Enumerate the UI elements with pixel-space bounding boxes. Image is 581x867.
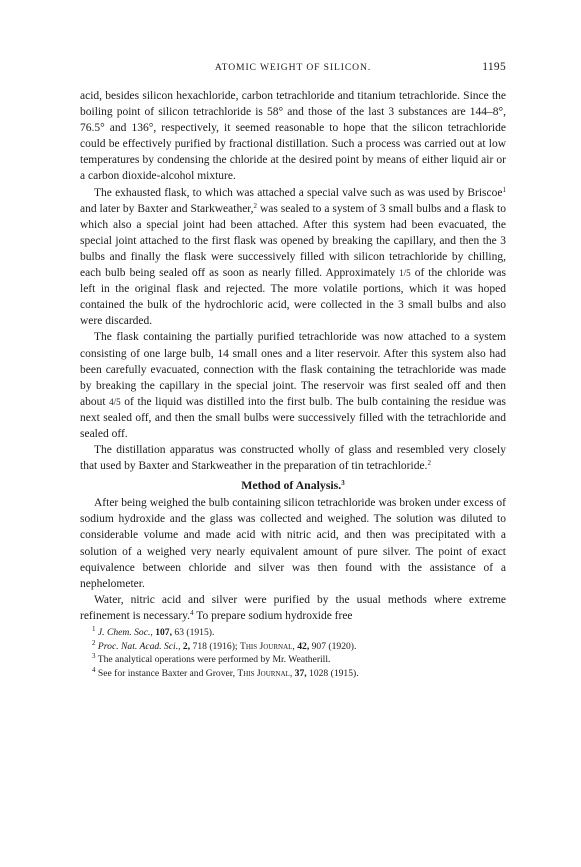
paragraph-2-text-d: of the chloride was left in the original flask and rejected. The more volatile portions, which it was hoped contained the bulk of the hydrochloric acid, were collected in the 3 small bulbs and also were discarded. bbox=[80, 267, 506, 328]
paragraph-4 bbox=[80, 442, 506, 474]
paragraph-6-text-b: To prepare sodium hydroxide free bbox=[193, 609, 353, 622]
footnote-2 bbox=[80, 640, 506, 654]
journal-name: Proc. Nat. Acad. Sci., bbox=[97, 640, 181, 652]
footnote-mark: 3 bbox=[92, 652, 96, 661]
section-title: Method of Analysis. bbox=[241, 478, 342, 493]
footnote-mark: 4 bbox=[92, 665, 96, 674]
footnote-ref: 1 bbox=[502, 185, 506, 194]
footnote-3 bbox=[80, 653, 506, 667]
fraction: 1/5 bbox=[399, 268, 411, 279]
paragraph-3-text-b: of the liquid was distilled into the first bulb. The bulb containing the residue was next sealed off, and then the small bulbs were successively filled with the tetrachloride and sealed off. bbox=[80, 395, 506, 440]
paragraph-2-text-c: was sealed to a system of 3 small bulbs and a flask to which also a special joint had been attached. After this system had been evacuated, the special joint attached to the first flask was opened by breaking the capillary, and then the 3 bulbs and finally the flask were successively filled with silicon tetrachloride by chilling, each bulb being sealed off as soon as nearly filled. Approximately bbox=[80, 202, 506, 280]
running-title: ATOMIC WEIGHT OF SILICON. bbox=[214, 62, 372, 73]
journal-name: This Journal, bbox=[237, 667, 293, 679]
footnote-4 bbox=[80, 667, 506, 681]
volume: 42, bbox=[297, 640, 310, 652]
section-heading bbox=[80, 477, 506, 493]
footnote-ref: 4 bbox=[190, 608, 194, 617]
document-page bbox=[80, 62, 506, 680]
page-number: 1195 bbox=[482, 61, 506, 73]
citation-rest: 907 (1920). bbox=[309, 640, 357, 652]
paragraph-6-text-a: Water, nitric acid and silver were purified by the usual methods where extreme refinement is necessary. bbox=[80, 593, 506, 622]
footnote-text: The analytical operations were performed by Mr. Weatherill. bbox=[97, 654, 331, 666]
citation-rest: 718 (1916); bbox=[190, 640, 240, 652]
volume: 107, bbox=[155, 627, 172, 638]
fraction: 4/5 bbox=[109, 396, 121, 407]
volume: 37, bbox=[294, 667, 307, 679]
footnote-text: See for instance Baxter and Grover, bbox=[97, 667, 238, 679]
paragraph-6 bbox=[80, 592, 506, 624]
footnote-ref: 3 bbox=[341, 479, 345, 488]
paragraph-3-text-a: The flask containing the partially purified tetrachloride was now attached to a system consisting of one large bulb, 14 small ones and a liter reservoir. After this system also had been carefully evacuated, connection with the flask containing the tetrachloride was made by breaking the capillary in the special joint. The reservoir was first sealed off and then about bbox=[80, 331, 506, 408]
paragraph-3 bbox=[80, 329, 506, 442]
footnote-mark: 1 bbox=[92, 625, 96, 633]
footnote-ref: 2 bbox=[253, 201, 258, 210]
journal-name: This Journal, bbox=[239, 640, 295, 652]
citation-rest: 1028 (1915). bbox=[306, 667, 359, 679]
paragraph-4-text: The distillation apparatus was constructed wholly of glass and resembled very closely that used by Baxter and Starkweather in the preparation of tin tetrachloride. bbox=[80, 444, 506, 473]
citation-rest: 63 (1915). bbox=[172, 627, 215, 638]
body-text bbox=[80, 88, 506, 624]
volume: 2, bbox=[182, 640, 191, 652]
paragraph-1: acid, besides silicon hexachloride, carbon tetrachloride and titanium tetrachloride. Since the boiling point of silicon tetrachloride is 58° and those of the last 3 substances are 144–8°, 76.5° and 136°, respectively, it seemed reasonable to hope that the silicon tetrachloride could be effectively purified by fractional distillation. Such a process was carried out at low temperatures by condensing the chloride at the desired point by means of either liquid air or a carbon dioxide-alcohol mixture. bbox=[80, 90, 506, 183]
paragraph-2 bbox=[80, 185, 506, 330]
footnotes bbox=[80, 626, 506, 680]
footnote-1 bbox=[80, 626, 506, 640]
paragraph-5: After being weighed the bulb containing silicon tetrachloride was broken under excess of sodium hydroxide and the glass was collected and weighed. The solution was diluted to considerable volume and made acid with nitric acid, and then was precipitated with a solution of a weighed very nearly equivalent amount of pure silver. The point of exact equivalence between chloride and silver was then found with the assistance of a nephelometer. bbox=[80, 497, 506, 590]
running-head bbox=[80, 62, 506, 78]
paragraph-2-text-b: and later by Baxter and Starkweather, bbox=[80, 202, 254, 215]
footnote-mark: 2 bbox=[92, 638, 96, 647]
journal-name: J. Chem. Soc., bbox=[97, 627, 153, 638]
paragraph-2-text-a: The exhausted flask, to which was attached a special valve such as was used by Briscoe bbox=[94, 186, 503, 199]
footnote-ref: 2 bbox=[427, 459, 431, 468]
